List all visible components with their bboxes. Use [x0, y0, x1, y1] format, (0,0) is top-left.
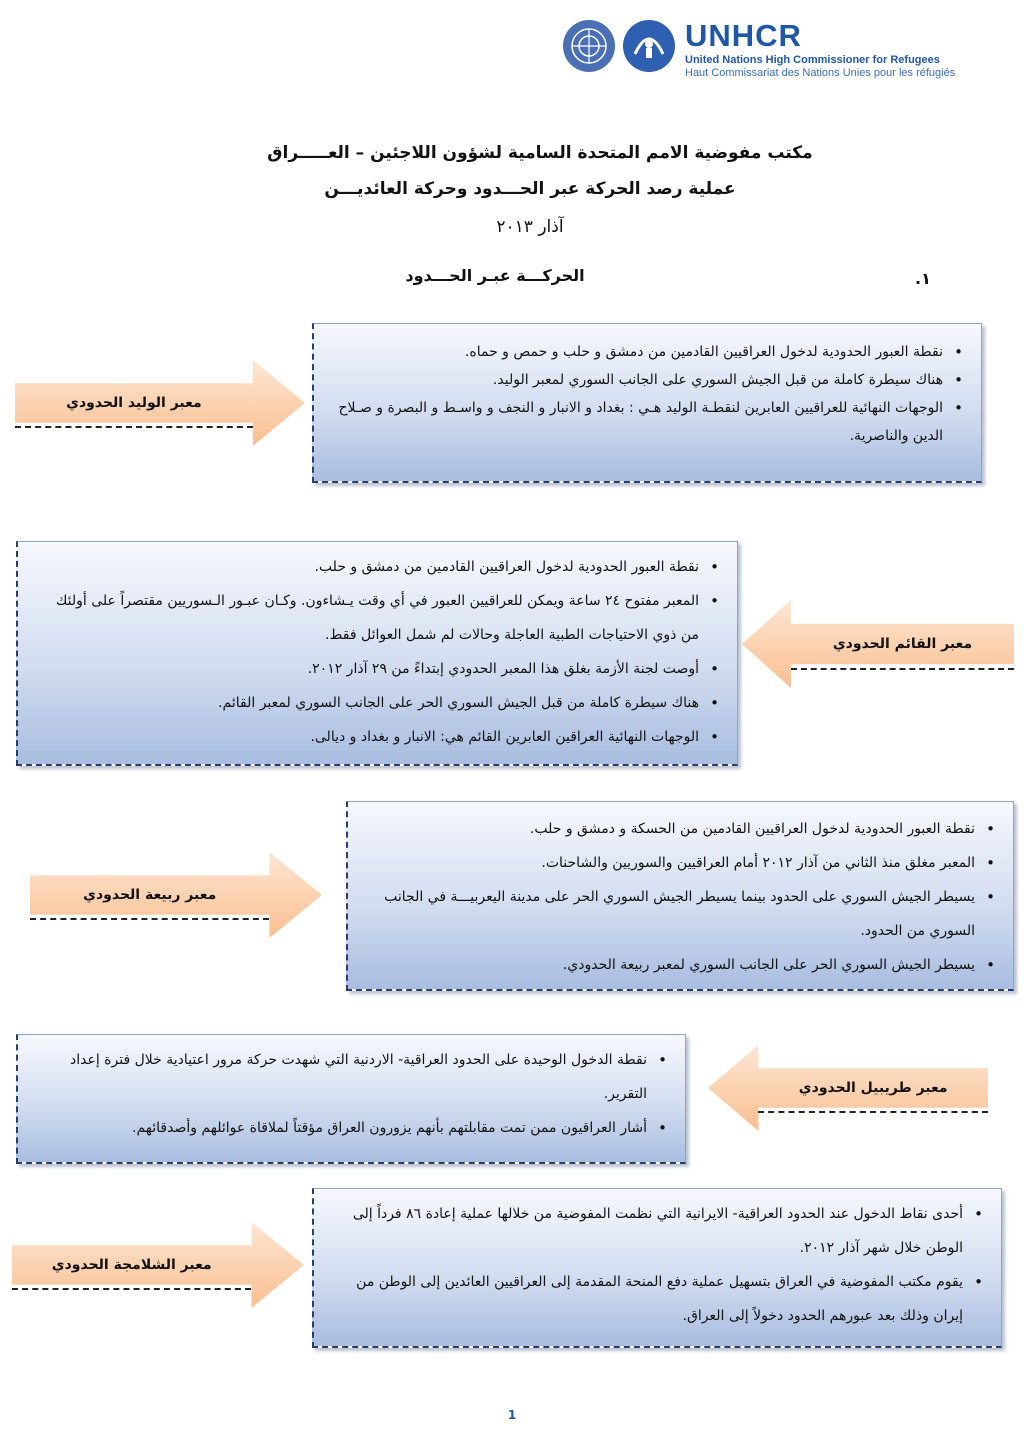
document-date: آذار ٢٠١٣ [496, 217, 564, 237]
crossing-name: معبر القائم الحدودي [832, 636, 973, 652]
list-item: • نقطة العبور الحدودية لدخول العراقيين القادمين من دمشق و حلب. [34, 550, 699, 584]
crossing-arrow-waleed [15, 360, 305, 446]
crossing-name: معبر طريبيل الحدودي [798, 1080, 948, 1096]
org-name-english: United Nations High Commissioner for Refugees [685, 54, 940, 66]
list-item: • يسيطر الجيش السوري الحر على الجانب السوري لمعبر ربيعة الحدودي. [364, 948, 975, 982]
section-number: ١. [915, 269, 931, 288]
crossing-arrow-trebil [708, 1045, 988, 1131]
un-emblem-icon [563, 20, 615, 72]
list-item: • أشار العراقيون ممن تمت مقابلتهم بأنهم يزورون العراق مؤقتاً لملاقاة عوائلهم وأصدقائهم. [34, 1111, 647, 1145]
document-title: مكتب مفوضية الامم المتحدة السامية لشؤون اللاجئين – العـــــراق [267, 143, 813, 163]
list-item: • نقطة العبور الحدودية لدخول العراقيين القادمين من الحسكة و دمشق و حلب. [364, 812, 975, 846]
org-name-french: Haut Commissariat des Nations Unies pour les réfugiés [685, 67, 956, 79]
crossing-name: معبر ربيعة الحدودي [83, 887, 217, 903]
page-number: 1 [507, 1408, 517, 1422]
section-title: الحركـــة عبـر الحـــدود [405, 266, 585, 285]
list-item: • يقوم مكتب المفوضية في العراق بتسهيل عملية دفع المنحة المقدمة إلى العراقيين العائدين إلى الوطن من إيران وذلك بعد عبورهم الحدود دخولاً إلى العراق. [330, 1265, 963, 1333]
list-item: • يسيطر الجيش السوري على الحدود بينما يسيطر الجيش السوري الحر على مدينة اليعربيـــة في الجانب السوري من الحدود. [364, 880, 975, 948]
unhcr-wordmark: UNHCR [685, 18, 802, 53]
unhcr-emblem-icon [623, 20, 675, 72]
document-subtitle: عملية رصد الحركة عبر الحـــدود وحركة العائديـــن [324, 179, 736, 199]
crossing-info-box-qaim [16, 541, 738, 766]
list-item: • أحدى نقاط الدخول عند الحدود العراقية- الايرانية التي نظمت المفوضية من خلالها عملية إعادة ٨٦ فرداً إلى الوطن خلال شهر آذار ٢٠١٢. [330, 1197, 963, 1265]
crossing-info-box-shalamcha [312, 1188, 1002, 1348]
list-item: • هناك سيطرة كاملة من قبل الجيش السوري الحر على الجانب السوري لمعبر القائم. [34, 686, 699, 720]
list-item: • نقطة الدخول الوحيدة على الحدود العراقية- الاردنية التي شهدت حركة مرور اعتيادية خلال فترة إعداد التقرير. [34, 1043, 647, 1111]
list-item: • المعبر مغلق منذ الثاني من آذار ٢٠١٢ أمام العراقيين والسوريين والشاحنات. [364, 846, 975, 880]
crossing-arrow-qaim [742, 600, 1014, 688]
list-item: • الوجهات النهائية للعراقيين العابرين لنقطـة الوليد هـي : بغداد و الانبار و النجف و واسـط و البصرة و صـلاح الدين والناصرية. [330, 394, 943, 450]
crossing-info-box-rabiaa [346, 801, 1014, 991]
crossing-arrow-rabiaa [30, 852, 322, 938]
crossing-name: معبر الوليد الحدودي [66, 395, 202, 411]
crossing-info-box-trebil [16, 1034, 686, 1164]
list-item: • هناك سيطرة كاملة من قبل الجيش السوري على الجانب السوري لمعبر الوليد. [330, 366, 943, 394]
unhcr-logo [563, 18, 963, 82]
list-item: • أوصت لجنة الأزمة بغلق هذا المعبر الحدودي إبتداءً من ٢٩ آذار ٢٠١٢. [34, 652, 699, 686]
list-item: • نقطة العبور الحدودية لدخول العراقيين القادمين من دمشق و حلب و حمص و حماه. [330, 338, 943, 366]
crossing-info-box-waleed [312, 323, 982, 483]
list-item: • الوجهات النهائية العراقين العابرين القائم هي: الانبار و بغداد و ديالى. [34, 720, 699, 754]
list-item: • المعبر مفتوح ٢٤ ساعة ويمكن للعراقيين العبور في أي وقت يـشاءون. وكـان عبـور الـسوريين مقتصراً على أولئك من ذوي الاحتياجات الطبية العاجلة وحالات لم شمل العوائل فقط. [34, 584, 699, 652]
crossing-name: معبر الشلامجة الحدودي [51, 1257, 212, 1273]
crossing-arrow-shalamcha [12, 1222, 304, 1308]
